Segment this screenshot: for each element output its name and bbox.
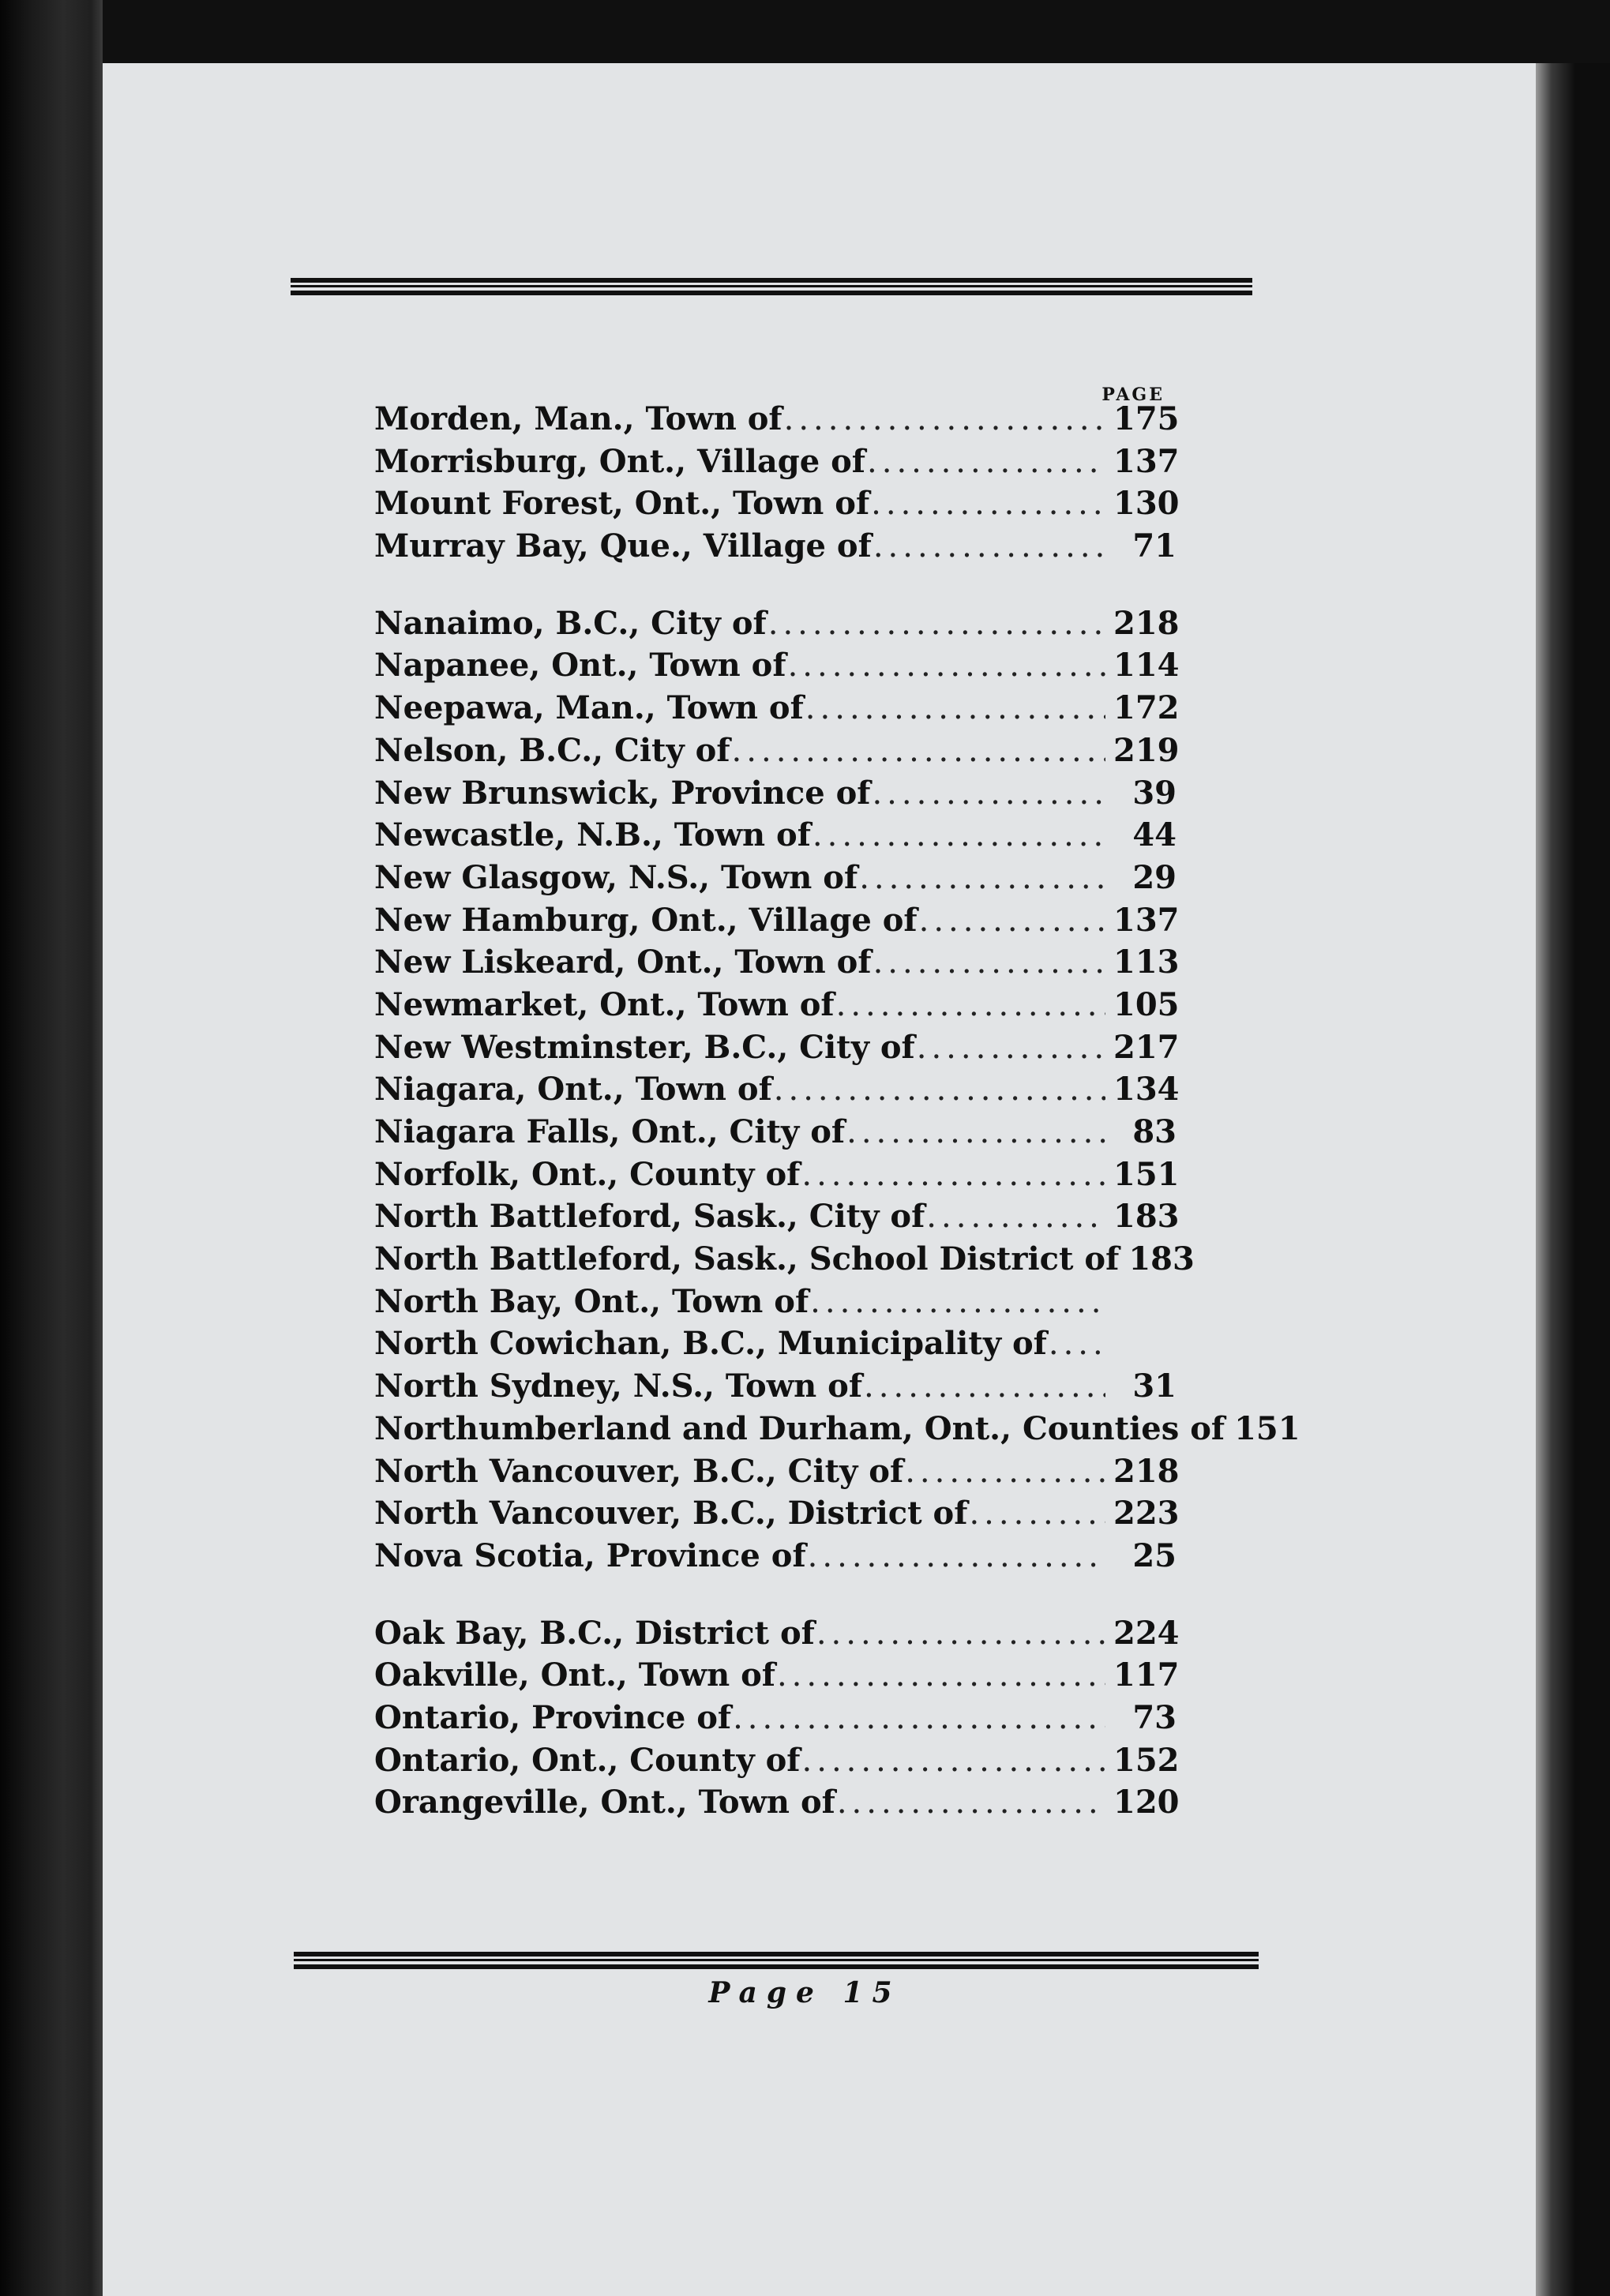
- entry-name: Mount Forest, Ont., Town of: [374, 485, 870, 523]
- leader-dots: [873, 944, 1105, 981]
- entry-name: New Westminster, B.C., City of: [374, 1028, 915, 1066]
- entry-name: North Battleford, Sask., City of: [374, 1198, 925, 1236]
- entry-page-number: 130: [1113, 485, 1180, 523]
- index-entry: [374, 1240, 1195, 1283]
- index-entry: [374, 816, 1177, 859]
- leader-dots: [732, 733, 1105, 769]
- index-entry: [374, 1198, 1180, 1240]
- page-right-edge: [1536, 63, 1610, 2296]
- entry-page-number: 218: [1113, 1452, 1180, 1490]
- entry-page-number: 39: [1132, 774, 1177, 812]
- index-list: [374, 400, 1300, 1826]
- entry-name: Ontario, Ont., County of: [374, 1741, 801, 1779]
- index-entry: [374, 1325, 1177, 1367]
- entry-name: Napanee, Ont., Town of: [374, 647, 786, 685]
- entry-name: North Cowichan, B.C., Municipality of: [374, 1325, 1047, 1363]
- entry-page-number: 29: [1132, 858, 1177, 896]
- entry-name: Oak Bay, B.C., District of: [374, 1614, 815, 1652]
- entry-name: New Glasgow, N.S., Town of: [374, 858, 858, 896]
- leader-dots: [871, 486, 1105, 522]
- index-entry: [374, 1741, 1180, 1784]
- leader-dots: [846, 1114, 1105, 1150]
- index-entry: [374, 1656, 1180, 1699]
- entry-page-number: 114: [1113, 647, 1180, 685]
- index-entry: [374, 1495, 1180, 1537]
- leader-dots: [867, 444, 1105, 480]
- entry-name: North Bay, Ont., Town of: [374, 1282, 809, 1320]
- index-entry: [374, 901, 1180, 944]
- entry-page-number: 217: [1113, 1028, 1180, 1066]
- entry-page-number: 113: [1113, 944, 1180, 981]
- group-spacer: [374, 570, 1177, 605]
- entry-name: Ontario, Province of: [374, 1698, 732, 1736]
- entry-name: Nanaimo, B.C., City of: [374, 604, 767, 642]
- index-entry: [374, 1071, 1180, 1113]
- index-entry: [374, 485, 1180, 527]
- leader-dots: [836, 987, 1105, 1023]
- entry-name: New Brunswick, Province of: [374, 774, 871, 812]
- leader-dots: [969, 1495, 1105, 1532]
- leader-dots: [774, 1071, 1105, 1108]
- leader-dots: [784, 401, 1105, 437]
- leader-dots: [872, 775, 1105, 812]
- entry-name: North Vancouver, B.C., District of: [374, 1495, 968, 1533]
- index-entry: [374, 1155, 1180, 1199]
- entry-name: Newmarket, Ont., Town of: [374, 985, 835, 1023]
- entry-page-number: 218: [1113, 604, 1180, 642]
- index-entry: [374, 1537, 1177, 1580]
- entry-name: Murray Bay, Que., Village of: [374, 527, 872, 565]
- index-entry: [374, 775, 1177, 817]
- leader-dots: [873, 528, 1105, 565]
- entry-page-number: 172: [1113, 689, 1180, 727]
- index-entry: [374, 1409, 1300, 1453]
- group-spacer: [374, 1580, 1177, 1615]
- leader-dots: [917, 1030, 1105, 1066]
- entry-page-number: 152: [1113, 1741, 1180, 1779]
- entry-name: Niagara Falls, Ont., City of: [374, 1113, 846, 1150]
- entry-name: Newcastle, N.B., Town of: [374, 816, 811, 854]
- entry-name: Morrisburg, Ont., Village of: [374, 442, 866, 480]
- index-entry: [374, 859, 1177, 902]
- leader-dots: [859, 860, 1105, 896]
- index-entry: [374, 1699, 1177, 1742]
- leader-dots: [926, 1199, 1105, 1235]
- leader-dots: [837, 1784, 1105, 1821]
- page-column-header: PAGE: [1101, 385, 1165, 405]
- entry-name: Orangeville, Ont., Town of: [374, 1784, 835, 1821]
- entry-page-number: 151: [1234, 1409, 1300, 1447]
- entry-name: New Liskeard, Ont., Town of: [374, 944, 872, 981]
- entry-name: North Sydney, N.S., Town of: [374, 1367, 863, 1405]
- entry-page-number: 83: [1132, 1113, 1177, 1150]
- entry-page-number: 44: [1132, 816, 1177, 854]
- leader-dots: [816, 1615, 1105, 1652]
- leader-dots: [919, 902, 1105, 939]
- index-entry: [374, 1028, 1180, 1071]
- entry-page-number: 137: [1113, 901, 1180, 939]
- bottom-double-rule: [294, 1952, 1259, 1969]
- index-entry: [374, 647, 1180, 689]
- entry-page-number: 105: [1113, 985, 1180, 1023]
- leader-dots: [777, 1657, 1105, 1694]
- leader-dots: [1049, 1326, 1105, 1362]
- entry-name: Niagara, Ont., Town of: [374, 1071, 772, 1109]
- leader-dots: [905, 1454, 1105, 1490]
- entry-page-number: 223: [1113, 1495, 1180, 1533]
- index-entry: [374, 1452, 1180, 1495]
- entry-name: New Hamburg, Ont., Village of: [374, 901, 918, 939]
- index-entry: [374, 1784, 1180, 1826]
- index-entry: [374, 442, 1180, 486]
- leader-dots: [808, 1538, 1105, 1574]
- entry-page-number: 31: [1132, 1367, 1177, 1405]
- index-entry: [374, 689, 1180, 732]
- leader-dots: [813, 817, 1105, 853]
- entry-page-number: 224: [1113, 1614, 1180, 1652]
- leader-dots: [788, 647, 1105, 684]
- entry-page-number: 183: [1128, 1240, 1195, 1278]
- entry-page-number: 175: [1113, 400, 1180, 437]
- entry-page-number: 117: [1113, 1656, 1180, 1694]
- entry-name: North Vancouver, B.C., City of: [374, 1452, 904, 1490]
- entry-page-number: 219: [1113, 731, 1180, 769]
- entry-page-number: 25: [1132, 1536, 1177, 1574]
- entry-page-number: 183: [1113, 1198, 1180, 1236]
- index-entry: [374, 604, 1180, 647]
- entry-name: Neepawa, Man., Town of: [374, 689, 804, 727]
- index-entry: [374, 1113, 1177, 1156]
- index-entry: [374, 1367, 1177, 1410]
- entry-name: Northumberland and Durham, Ont., Counties of: [374, 1409, 1225, 1447]
- entry-page-number: 120: [1113, 1784, 1180, 1821]
- index-entry: [374, 400, 1180, 443]
- entry-page-number: 71: [1132, 527, 1177, 565]
- entry-page-number: 134: [1113, 1071, 1180, 1109]
- index-entry: [374, 1283, 1177, 1326]
- leader-dots: [864, 1368, 1105, 1405]
- leader-dots: [801, 1157, 1105, 1193]
- index-entry: [374, 985, 1180, 1029]
- top-double-rule: [291, 278, 1252, 295]
- leader-dots: [733, 1700, 1105, 1736]
- index-entry: [374, 527, 1177, 570]
- entry-name: Morden, Man., Town of: [374, 400, 782, 437]
- entry-name: Nelson, B.C., City of: [374, 731, 730, 769]
- entry-name: Norfolk, Ont., County of: [374, 1155, 801, 1193]
- entry-page-number: 73: [1132, 1698, 1177, 1736]
- leader-dots: [802, 1743, 1105, 1779]
- index-entry: [374, 731, 1180, 775]
- page-number-footer: Page 15: [708, 1976, 902, 2009]
- scan-top-edge: [0, 0, 1610, 63]
- entry-page-number: 151: [1113, 1155, 1180, 1193]
- leader-dots: [805, 690, 1105, 726]
- index-entry: [374, 944, 1180, 986]
- entry-name: North Battleford, Sask., School District of: [374, 1240, 1120, 1278]
- entry-page-number: 137: [1113, 442, 1180, 480]
- leader-dots: [810, 1284, 1105, 1320]
- leader-dots: [768, 606, 1105, 642]
- entry-name: Oakville, Ont., Town of: [374, 1656, 775, 1694]
- index-entry: [374, 1614, 1180, 1657]
- binding-shadow: [0, 0, 103, 2296]
- entry-name: Nova Scotia, Province of: [374, 1536, 806, 1574]
